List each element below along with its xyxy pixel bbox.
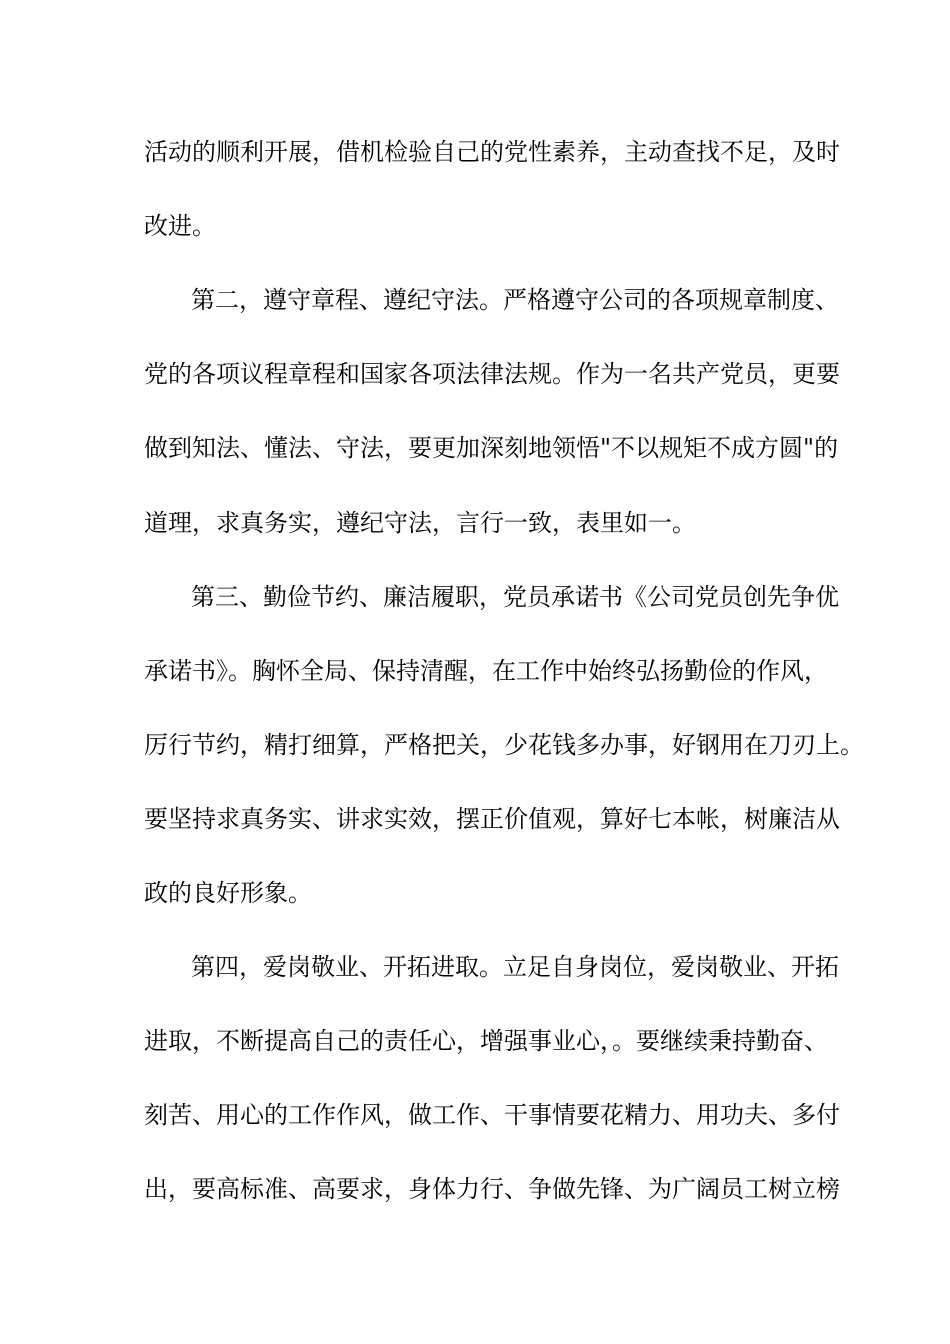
text-line-14: 刻苦、用心的工作作风，做工作、干事情要花精力、用功夫、多付 bbox=[144, 1101, 840, 1129]
text-line-4: 党的各项议程章程和国家各项法律法规。作为一名共产党员，更要 bbox=[144, 360, 840, 388]
text-line-13: 进取，不断提高自己的责任心，增强事业心，。要继续秉持勤奋、 bbox=[144, 1027, 828, 1055]
text-line-2: 改进。 bbox=[144, 212, 216, 240]
text-line-1: 活动的顺利开展，借机检验自己的党性素养，主动查找不足，及时 bbox=[144, 138, 840, 166]
text-line-5: 做到知法、懂法、守法，要更加深刻地领悟"不以规矩不成方圆"的 bbox=[144, 434, 839, 462]
text-line-8: 承诺书》。胸怀全局、保持清醒，在工作中始终弘扬勤俭的作风， bbox=[144, 657, 828, 685]
text-line-11: 政的良好形象。 bbox=[144, 879, 312, 907]
text-line-7: 第三、勤俭节约、廉洁履职，党员承诺书《公司党员创先争优 bbox=[191, 583, 839, 611]
text-line-12: 第四，爱岗敬业、开拓进取。立足自身岗位，爱岗敬业、开拓 bbox=[191, 953, 839, 981]
text-line-15: 出，要高标准、高要求，身体力行、争做先锋、为广阔员工树立榜 bbox=[144, 1175, 840, 1203]
text-line-9: 厉行节约，精打细算，严格把关，少花钱多办事，好钢用在刀刃上。 bbox=[144, 731, 864, 759]
text-line-3: 第二，遵守章程、遵纪守法。严格遵守公司的各项规章制度、 bbox=[191, 286, 839, 314]
text-line-6: 道理，求真务实，遵纪守法，言行一致，表里如一。 bbox=[144, 509, 696, 537]
text-line-10: 要坚持求真务实、讲求实效，摆正价值观，算好七本帐，树廉洁从 bbox=[144, 805, 840, 833]
